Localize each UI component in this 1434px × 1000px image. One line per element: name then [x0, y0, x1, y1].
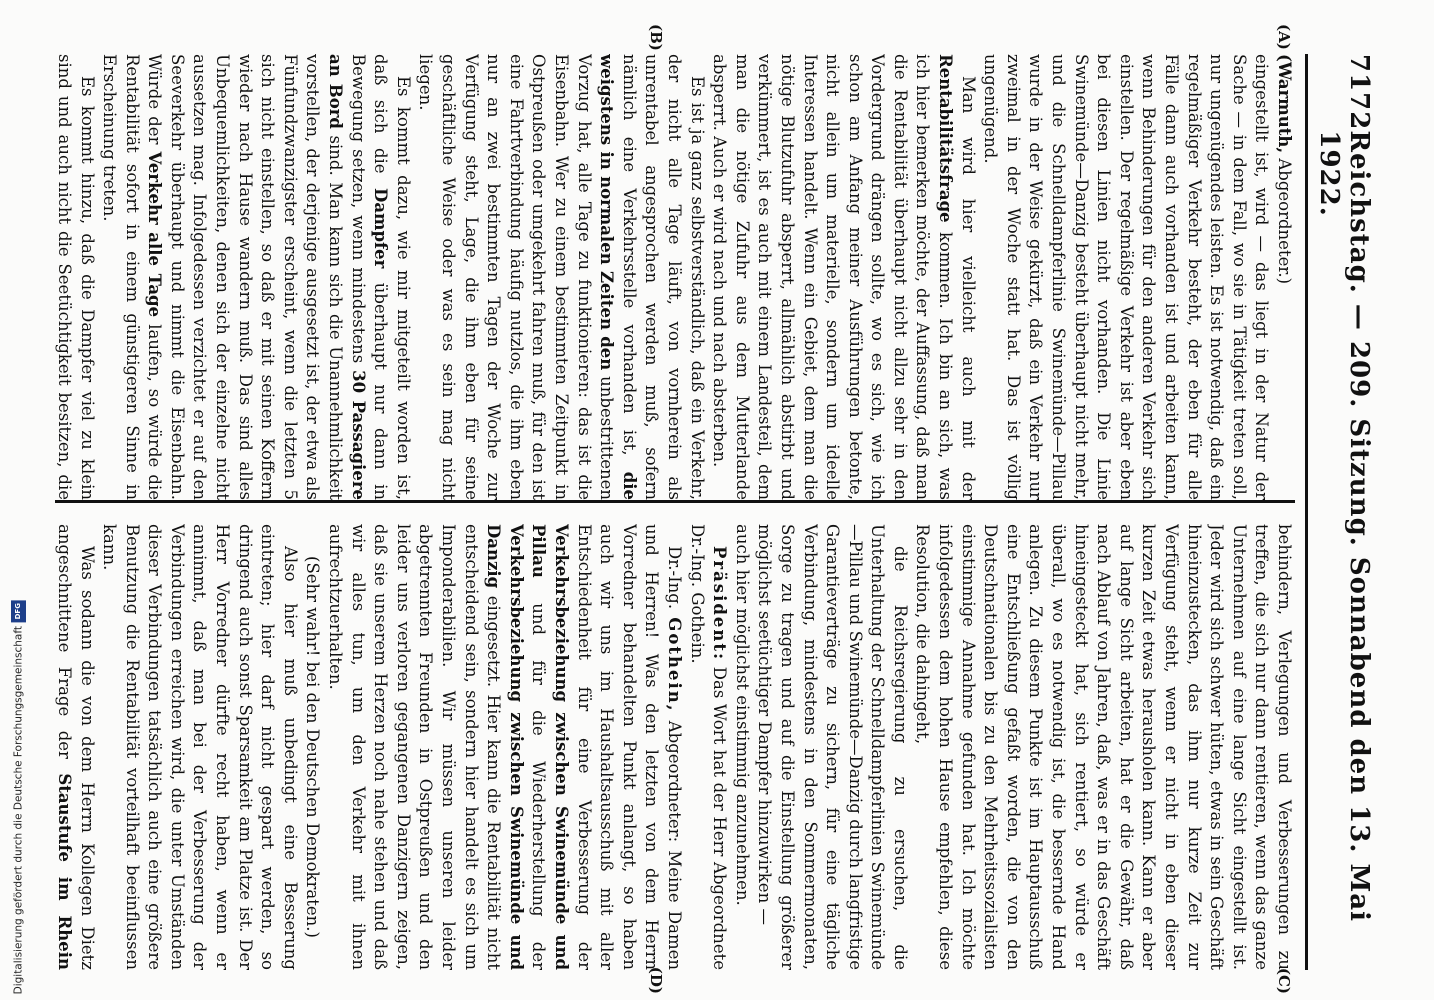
right-column	[55, 524, 1295, 970]
paragraph	[414, 54, 708, 500]
emphasis: die weigstens in normalen Zeiten den	[597, 54, 639, 500]
speaker-role: Abgeordneter.)	[1275, 158, 1294, 285]
margin-letter-a: (A)	[1275, 24, 1293, 50]
text-run: eingesetzt. Hier kann die Rentabilität nicht entscheidend sein, sondern hier handelt es sich um Imponderabilien. Wir müssen unseren leider abgetrennten Freunden in Ostpreußen und den leider uns verloren gegangenen Danzigern zeigen, daß sie unserem Herzen noch nahe stehen und daß wir alles tun, um den Verkehr mit ihnen aufrechtzuerhalten.	[326, 524, 504, 970]
text-run: Es ist ja ganz selbstverständlich, daß ein Verkehr, der nicht alle Tage läuft, von vornherein als unrentabel angesprochen werden muß, sofern nämlich eine Verkehrsstelle vorhanden ist,	[619, 54, 707, 500]
text-run: unbestrittenen Vorzug hat, alle Tage zu funktionieren: das ist die Eisenbahn. Wer zu einem bestimmten Zeitpunkt in Ostpreußen oder umgekehrt fahren muß, für den ist eine Fahrtverbindung häufig nutzlos, die ihm eben nur an zwei bestimmten Tagen der Woche zur Verfügung steht, Lage, die ihm eben für seine geschäftliche Weise oder was es sein mag nicht liegen.	[416, 54, 617, 500]
paragraph	[323, 524, 685, 970]
margin-letter-c: (C)	[1275, 967, 1293, 994]
paragraph	[55, 524, 98, 970]
president-label: Präsident:	[710, 546, 730, 662]
rotated-document-page	[2, 0, 1402, 1000]
emphasis: 30 Passagiere an Bord	[326, 54, 368, 500]
text-run: und für die Wiederherstellung der	[529, 603, 549, 970]
emphasis: Rentabilitätsfrage	[936, 54, 956, 223]
speaker-role: Abgeordneter:	[664, 720, 684, 843]
running-title: Reichstag. — 209. Sitzung. Sonnabend den 13. Mai 1922.	[1314, 130, 1374, 922]
paragraph: behindern, Verlegungen und Verbesserungen zu treffen, die sich nur dann rentieren, wenn das ganze Unternehmen auf eine lange Sicht eingestellt ist. Jeder wird sich schwer hüten, etwas in sein Geschäft hineinzustecken, das ihm nur kurze Zeit zur Verfügung steht, wenn er nicht in eben dieser kurzen Zeit etwas herausholen kann. Kann er aber auf lange Sicht arbeiten, hat er die Gewähr, daß nach Ablauf von Jahren, daß, was er in das Geschäft hineingesteckt hat, sich rentiert, so würde er überall, wo es notwendig ist, die bessernde Hand anlegen. Zu diesem Punkte ist im Hauptausschuß eine Entschließung gefaßt worden, die von den Deutschnationalen bis zu den Mehrheitssozialisten einstimmige Annahme gefunden hat. Ich möchte infolgedessen dem hohen Hause empfehlen, diese Resolution, die dahingeht,	[913, 524, 1294, 970]
text-run: Es kommt hinzu, daß die Dampfer viel zu klein sind und auch nicht die Seetüchtigkeit besitzen, die	[55, 54, 97, 500]
text-run: Dr.-Ing.	[664, 546, 684, 610]
dfg-logo: DFG	[11, 600, 26, 622]
paragraph	[708, 54, 979, 500]
speaker-name: Gothein,	[664, 617, 684, 713]
paragraph	[685, 524, 730, 970]
interjection: (Sehr wahr! bei den Deutschen Demokraten.)	[303, 556, 323, 938]
paragraph	[1272, 54, 1295, 500]
text-run: Was sodann die von dem Herrn Kollegen Dietz angeschnittene Frage der	[55, 524, 97, 970]
credit-text: Digitalisierung gefördert durch die Deutsche Forschungsgemeinschaft	[12, 625, 25, 994]
text-run: Man wird hier vielleicht auch mit der	[958, 76, 978, 500]
paragraph	[55, 54, 98, 500]
text-run: Es kommt dazu, wie mir mitgeteilt worden ist, daß sich die	[371, 54, 413, 500]
quoted-resolution: die Reichsregierung zu ersuchen, die Unterhaltung der Schnelldampferlinien Swinemünde—Pillau und Swinemünde—Danzig durch langfristige Garantieverträge zu sichern, für eine tägliche Verbindung, mindestens in den Sommermonaten, Sorge zu tragen und auf die Einstellung größerer möglichst seetüchtiger Dampfer hinzuwirken —	[755, 524, 910, 970]
emphasis: Verkehr alle Tage	[145, 151, 165, 318]
page-number: 7172	[1344, 54, 1374, 131]
margin-letter-b: (B)	[647, 24, 665, 51]
text-columns	[55, 24, 1295, 994]
page-header	[1308, 54, 1374, 970]
header-rule	[1305, 54, 1308, 970]
margin-letter-d: (D)	[647, 966, 665, 994]
text-run: Meine Damen und Herren! Was den letzten von dem Herrn Vorredner behandelten Punkt anlangt, so haben auch wir uns im Haushaltsausschuß mit aller Entschiedenheit für eine Verbesserung der	[574, 524, 684, 970]
paragraph: Also hier muß unbedingt eine Besserung eintreten; hier darf nicht gespart werden, so dringend auch sonst Sparsamkeit am Platze ist. Der Herr Vorredner dürfte recht haben, wenn er annimmt, daß man bei der Verbesserung der Verbindungen erreichen wird, die unter Umständen dieser Verbindungen tatsächlich auch eine größere Benutzung die Rentabilität vorteilhaft beeinflussen kann.	[100, 524, 300, 970]
paragraph	[98, 54, 414, 500]
text-run: sind. Man kann sich die Unannehmlichkeit vorstellen, der derjenige ausgesetzt ist, der etwa als Fünfundzwanzigster erscheint, wenn die letzten 5 sich nicht einstellen, so daß er mit seinen Koffern wieder nach Hause wandern muß. Das sind alles Unbequemlichkeiten, denen sich der einzelne nicht aussetzen mag. Infolgedessen verzichtet er auf den Seeverkehr überhaupt und nimmt die Eisenbahn. Würde der	[145, 54, 346, 500]
emphasis: Verkehrsbeziehung zwischen Swinemünde und Pillau	[529, 524, 571, 970]
emphasis: Dampfer	[371, 188, 391, 269]
text-run: laufen, so würde die Rentabilität sofort in einem günstigeren Sinne in Erscheinung treten.	[100, 54, 165, 500]
paragraph: eingestellt ist, wird — das liegt in der Natur der Sache — in dem Fall, wo sie in Tätigkeit treten soll, nur ungenügendes leisten. Es ist notwendig, daß ein regelmäßiger Verkehr besteht, der eben für alle Fälle dann auch vorhanden ist und arbeiten kann, wenn Behinderungen für den anderen Verkehr sich einstellen. Der regelmäßige Verkehr ist aber eben bei diesen Linien nicht vorhanden. Die Linie Swinemünde—Danzig besteht überhaupt nicht mehr, und die Schnelldampferlinie Swinemünde—Pillau wurde in der Weise gekürzt, daß ein Verkehr nur zweimal in der Woche statt hat. Das ist völlig ungenügend.	[981, 54, 1272, 500]
text-run: überhaupt nur dann in Bewegung setzen, wenn mindestens	[348, 54, 391, 500]
paragraph: auch hier möglichst einstimmig anzunehmen.	[732, 524, 752, 906]
left-column	[55, 54, 1295, 500]
text-run: kommen. Ich bin an sich, was ich hier bemerken möchte, der Auffassung, daß man die Rentabilität überhaupt nicht allzu sehr in den Vordergrund drängen sollte, wo es sich, wie ich schon am Anfang meiner Ausführungen betonte, nicht allein um materielle, sondern um ideelle Interessen handelt. Wenn ein Gebiet, dem man die nötige Blutzufuhr absperrt, allmählich abstirbt und verkümmert, ist es auch mit einem Landesteil, dem man die nötige Zufuhr aus dem Mutterlande absperrt. Auch er wird nach und nach absterben.	[710, 54, 956, 500]
speaker-name: (Warmuth,	[1275, 54, 1294, 154]
column-divider	[55, 500, 1295, 503]
emphasis: Verkehrsbeziehung zwischen Swinemünde und Danzig	[484, 524, 526, 970]
text-run: Das Wort hat der Herr Abgeordnete Dr.-Ing. Gothein.	[687, 524, 730, 970]
emphasis: Staustufe im Rhein	[55, 773, 74, 970]
